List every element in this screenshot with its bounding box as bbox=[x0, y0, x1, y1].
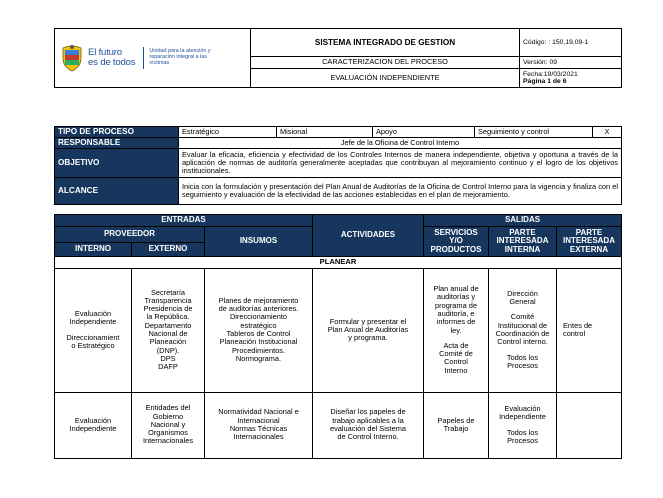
row1-parte-interna-line: General bbox=[509, 297, 536, 307]
row2-parte-externa bbox=[557, 392, 622, 458]
row2-externo-line: Entidades del bbox=[145, 403, 191, 413]
row1-externo-line: DAFP bbox=[158, 362, 178, 372]
table-row bbox=[55, 392, 622, 458]
servicios-header bbox=[424, 227, 489, 257]
logo-divider bbox=[143, 47, 144, 69]
row2-actividades-line: Diseñar los papeles de bbox=[330, 407, 406, 417]
process-characterization-table bbox=[54, 214, 622, 459]
row1-insumos-line: Tableros de Control bbox=[226, 329, 291, 338]
row1-parte-interna-line: Coordinación de bbox=[495, 329, 550, 338]
row2-insumos-line: Internacionales bbox=[233, 432, 284, 442]
row1-servicios-line: auditorías y bbox=[436, 292, 476, 302]
system-title: SISTEMA INTEGRADO DE GESTION bbox=[251, 29, 520, 57]
row1-parte-interna-line: Comité bbox=[510, 312, 535, 322]
alcance-label: ALCANCE bbox=[55, 178, 179, 205]
row1-externo-line: la República. bbox=[146, 312, 190, 322]
row2-actividades-line: trabajo aplicables a la bbox=[332, 415, 404, 425]
row1-interno-line: Direccionamient bbox=[66, 332, 120, 342]
row1-externo-line: Transparencia bbox=[144, 295, 192, 305]
tipo-mark: X bbox=[593, 127, 622, 138]
row1-insumos-line: Planes de mejoramiento bbox=[218, 295, 299, 305]
row1-interno-line: o Estratégico bbox=[71, 340, 115, 350]
row1-externo-line: Secretaría bbox=[150, 287, 186, 297]
row1-actividades bbox=[313, 268, 424, 392]
row1-insumos-line: Normograma. bbox=[235, 353, 282, 363]
row2-insumos-line: Normatividad Nacional e bbox=[218, 407, 299, 417]
logo bbox=[55, 29, 250, 87]
row1-actividades-line: y programa. bbox=[348, 333, 388, 343]
row2-parte-interna bbox=[489, 392, 557, 458]
row1-parte-interna-line: Todos los bbox=[506, 352, 539, 362]
row2-parte-interna-line: Independiente bbox=[499, 412, 546, 422]
parte-externa-header-line: INTERESADA bbox=[562, 236, 615, 246]
page-number: 1 bbox=[547, 78, 551, 85]
row1-actividades-line: Formular y presentar el bbox=[329, 316, 407, 326]
row1-externo-line: Departamento bbox=[144, 320, 192, 330]
row2-externo bbox=[132, 392, 205, 458]
alcance-value: Inicia con la formulación y presentación del Plan Anual de Auditorías de la Oficina de Control Interno para la vigencia y finaliza con el seguimiento y evaluación de la efectividad de las acciones establecidas en el plan de mejoramiento. bbox=[179, 178, 622, 205]
responsable-label: RESPONSABLE bbox=[55, 138, 179, 149]
page-total: 6 bbox=[562, 78, 567, 85]
parte-interna-header-line: INTERNA bbox=[504, 244, 541, 254]
document-subtitle: CARACTERIZACION DEL PROCESO bbox=[251, 57, 520, 69]
row1-interno-line: Independiente bbox=[69, 317, 117, 327]
process-info bbox=[54, 126, 622, 205]
row2-parte-interna-line: Procesos bbox=[507, 435, 538, 445]
page-indicator bbox=[523, 78, 618, 85]
row1-servicios-line: Plan anual de bbox=[433, 284, 479, 294]
row2-actividades-line: evaluación del Sistema bbox=[329, 424, 406, 433]
row2-actividades-line: de Control Interno. bbox=[337, 432, 399, 442]
row1-insumos-line: Direccionamiento bbox=[229, 312, 288, 322]
row2-servicios-line: Papeles de bbox=[437, 415, 475, 425]
parte-externa-header-line: EXTERNA bbox=[569, 244, 609, 254]
coat-of-arms-icon bbox=[61, 44, 83, 72]
actividades-header: ACTIVIDADES bbox=[313, 215, 424, 257]
row1-externo-line: Nacional de bbox=[148, 329, 188, 338]
row1-insumos-line: estratégico bbox=[240, 320, 277, 330]
objetivo-value: Evaluar la eficacia, eficiencia y efectividad de los Controles Internos de manera independiente, objetiva y oportuna a través de la aplicación de normas de auditoría generalmente aceptadas que contribuyan al mejoramiento continuo y el logro de los objetivos institucionales. bbox=[179, 149, 622, 178]
row1-parte-interna-line: Control interno. bbox=[497, 337, 548, 347]
row1-servicios-line: ley. bbox=[450, 325, 462, 335]
row1-insumos-line: Procedimientos. bbox=[232, 345, 285, 355]
proveedor-header: PROVEEDOR bbox=[55, 227, 205, 243]
tipo-label: TIPO DE PROCESO bbox=[55, 127, 179, 138]
row1-interno-line: Evaluación bbox=[74, 308, 112, 318]
objetivo-label: OBJETIVO bbox=[55, 149, 179, 178]
row1-servicios-line: Acta de bbox=[443, 340, 469, 350]
row1-interno bbox=[55, 268, 132, 392]
row1-externo-line: DPS bbox=[160, 353, 176, 363]
tipo-option-apoyo: Apoyo bbox=[373, 127, 475, 138]
document-code: Código: : 150,19,09-1 bbox=[520, 29, 622, 57]
row1-servicios-line: Interno bbox=[444, 365, 468, 375]
page-mid: de bbox=[550, 78, 563, 85]
row2-servicios bbox=[424, 392, 489, 458]
row1-externo-line: Presidencia de bbox=[143, 304, 193, 314]
document-date: Fecha:19/03/2021 bbox=[523, 70, 578, 78]
document-version: Versión: 09 bbox=[520, 57, 622, 69]
tipo-option-misional: Misional bbox=[277, 127, 373, 138]
row2-externo-line: Gobierno bbox=[152, 411, 184, 421]
row1-servicios-line: auditoría, e bbox=[437, 308, 475, 318]
row1-servicios-line: Comité de bbox=[439, 349, 473, 359]
row1-parte-interna bbox=[489, 268, 557, 392]
document-header bbox=[54, 28, 622, 88]
row1-parte-interna-line: Dirección bbox=[507, 288, 538, 298]
parte-externa-header-line: PARTE bbox=[575, 227, 603, 237]
parte-interna-header-line: INTERESADA bbox=[496, 236, 549, 246]
servicios-header-line: Y/O bbox=[449, 236, 463, 246]
row1-actividades-line: Plan Anual de Auditorías bbox=[327, 324, 409, 334]
responsable-value: Jefe de la Oficina de Control Interno bbox=[179, 138, 622, 149]
row1-parte-interna-line: Institucional de bbox=[497, 320, 548, 330]
row2-servicios-line: Trabajo bbox=[443, 424, 469, 433]
row2-interno bbox=[55, 392, 132, 458]
servicios-header-line: SERVICIOS bbox=[434, 227, 478, 237]
servicios-header-line: PRODUCTOS bbox=[430, 244, 482, 254]
row2-externo-line: Organismos bbox=[148, 428, 188, 438]
row1-insumos-line: Planeación Institucional bbox=[219, 337, 298, 347]
row1-parte-externa-line: control bbox=[563, 329, 586, 338]
phase-planear: PLANEAR bbox=[55, 257, 622, 269]
parte-interna-header bbox=[489, 227, 557, 257]
parte-externa-header bbox=[557, 227, 622, 257]
row2-interno-line: Evaluación bbox=[74, 415, 112, 425]
logo-unit-name: Unidad para la atención y reparación integral a las víctimas bbox=[149, 48, 211, 66]
row2-insumos-line: Normas Técnicas bbox=[229, 424, 288, 433]
row1-externo-line: (DNP). bbox=[156, 345, 180, 355]
tipo-option-estrategico: Estratégico bbox=[179, 127, 277, 138]
row1-servicios-line: Control bbox=[444, 357, 468, 367]
row1-parte-interna-line: Procesos bbox=[507, 360, 538, 370]
date-page-cell bbox=[520, 69, 622, 88]
insumos-header: INSUMOS bbox=[205, 227, 313, 257]
process-name: EVALUACIÓN INDEPENDIENTE bbox=[251, 69, 520, 88]
parte-interna-header-line: PARTE bbox=[509, 227, 536, 237]
interno-header: INTERNO bbox=[55, 243, 132, 257]
row1-servicios bbox=[424, 268, 489, 392]
entradas-header: ENTRADAS bbox=[55, 215, 313, 227]
row2-insumos bbox=[205, 392, 313, 458]
row1-servicios-line: informes de bbox=[436, 317, 476, 327]
row2-externo-line: Nacional y bbox=[150, 419, 186, 429]
logo-line-2: es de todos bbox=[88, 57, 136, 68]
page-prefix: Página bbox=[523, 78, 548, 85]
row1-servicios-line: programa de bbox=[435, 300, 477, 310]
row1-externo bbox=[132, 268, 205, 392]
logo-line-1: El futuro bbox=[88, 47, 122, 59]
row2-externo-line: Internacionales bbox=[142, 436, 194, 446]
logo-cell bbox=[55, 29, 251, 88]
table-row bbox=[55, 268, 622, 392]
row1-parte-externa-line: Entes de bbox=[563, 320, 593, 330]
externo-header: EXTERNO bbox=[132, 243, 205, 257]
logo-text bbox=[88, 48, 135, 68]
row1-insumos bbox=[205, 268, 313, 392]
row2-insumos-line: Internacional bbox=[237, 415, 280, 425]
row1-externo-line: Planeación bbox=[149, 337, 187, 347]
row2-interno-line: Independiente bbox=[69, 424, 117, 433]
tipo-option-seguimiento: Seguimiento y control bbox=[475, 127, 593, 138]
row2-actividades bbox=[313, 392, 424, 458]
row1-parte-externa bbox=[557, 268, 622, 392]
row2-parte-interna-line: Evaluación bbox=[504, 403, 541, 413]
row2-parte-interna-line: Todos los bbox=[506, 427, 539, 437]
row1-insumos-line: de auditorías anteriores. bbox=[218, 304, 299, 314]
salidas-header: SALIDAS bbox=[424, 215, 622, 227]
